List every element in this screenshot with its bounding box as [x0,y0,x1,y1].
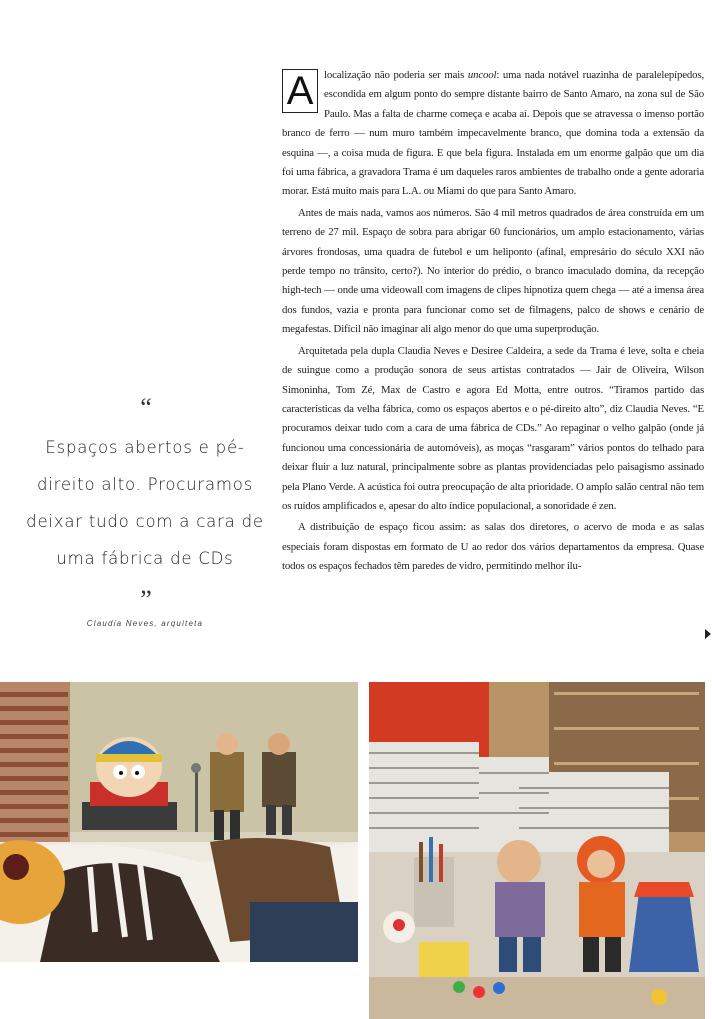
pull-quote [20,395,270,628]
pull-quote-text: Espaços abertos e pé-direito alto. Procuramos deixar tudo com a cara de uma fábrica de CDs [26,438,264,568]
paragraph-2: Antes de mais nada, vamos aos números. São 4 mil metros quadrados de área construída em um terreno de 27 mil. Espaço de sobra para abrigar 60 funcionários, um amplo estacionamento, várias árvores frondosas, uma quadra de futebol e um heliponto (afinal, empresário do século XXI não perde tempo no trânsito, certo?). No interior do prédio, o branco imaculado domina, da recepção high-tech — onde uma videowall com imagens de clipes hipnotiza quem chega — até a imensa área dos fundos, vazia e pronta para funcionar como set de filmagens, palco de shows e cenário de megafestas. Difícil não imaginar ali algo menor do que uma superprodução. [282,206,704,336]
photo-cd-stacks-dolls-illustration [369,682,705,1019]
paragraph-1 [282,66,704,202]
open-quote-mark: “ [140,393,150,422]
photo-cd-stacks-dolls [369,682,705,1019]
close-quote-mark: ” [140,585,150,614]
article-body [282,66,704,577]
paragraph-1-lead: localização não poderia ser mais [324,69,468,81]
photo-desk-figurines [0,682,358,962]
paragraph-1-emphasis: uncool [467,69,497,81]
photo-desk-figurines-illustration [0,682,358,962]
quote-attribution: Claudia Neves, arquiteta [86,619,204,628]
paragraph-3: Arquitetada pela dupla Claudia Neves e Desiree Caldeira, a sede da Trama é leve, solta e cheia de suingue como a produção sonora de seus artistas contratados — Jair de Oliveira, Wilson Simoninha, Tom Zé, Max de Castro e agora Ed Motta, entre outros. “Tiramos partido das características da velha fábrica, como os espaços abertos e o pé-direito alto”, diz Claudia Neves. “E procuramos deixar tudo com a cara de uma fábrica de CDs.” Ao repaginar o velho galpão (onde já funcionou uma concessionária de automóveis), as moças “rasgaram” vários pontos do telhado para deixar fluir a luz natural, principalmente sobre as plantas providenciadas pelo paisagismo assinado pela Plano Verde. A acústica foi outra preocupação de alta prioridade. O amplo salão central não tem os ruídos amplificados e, apesar do alto índice populacional, a sonoridade é zen. [282,344,704,512]
paragraph-4: A distribuição de espaço ficou assim: as salas dos diretores, o acervo de moda e as salas especiais foram dispostas em formato de U ao redor dos vários departamentos da empresa. Quase todos os espaços fechados têm paredes de vidro, permitindo melhor ilu- [282,521,704,573]
continue-arrow-icon [705,629,711,639]
drop-cap: A [282,69,318,113]
paragraph-1-rest: : uma nada notável ruazinha de paralelepípedos, escondida em algum ponto do sempre distante bairro de Santo Amaro, na zona sul de São Paulo. Mas a falta de charme começa e acaba aí. Depois que se atravessa o imenso portão branco de ferro — num muro também impecavelmente branco, que domina toda a extensão da esquina —, a coisa muda de figura. E que bela figura. Instalada em um enorme galpão que um dia foi uma fábrica, a gravadora Trama é um daqueles raros ambientes de trabalho onde a gente adoraria morar. Está muito mais para L.A. ou Miami do que para Santo Amaro. [282,69,704,198]
